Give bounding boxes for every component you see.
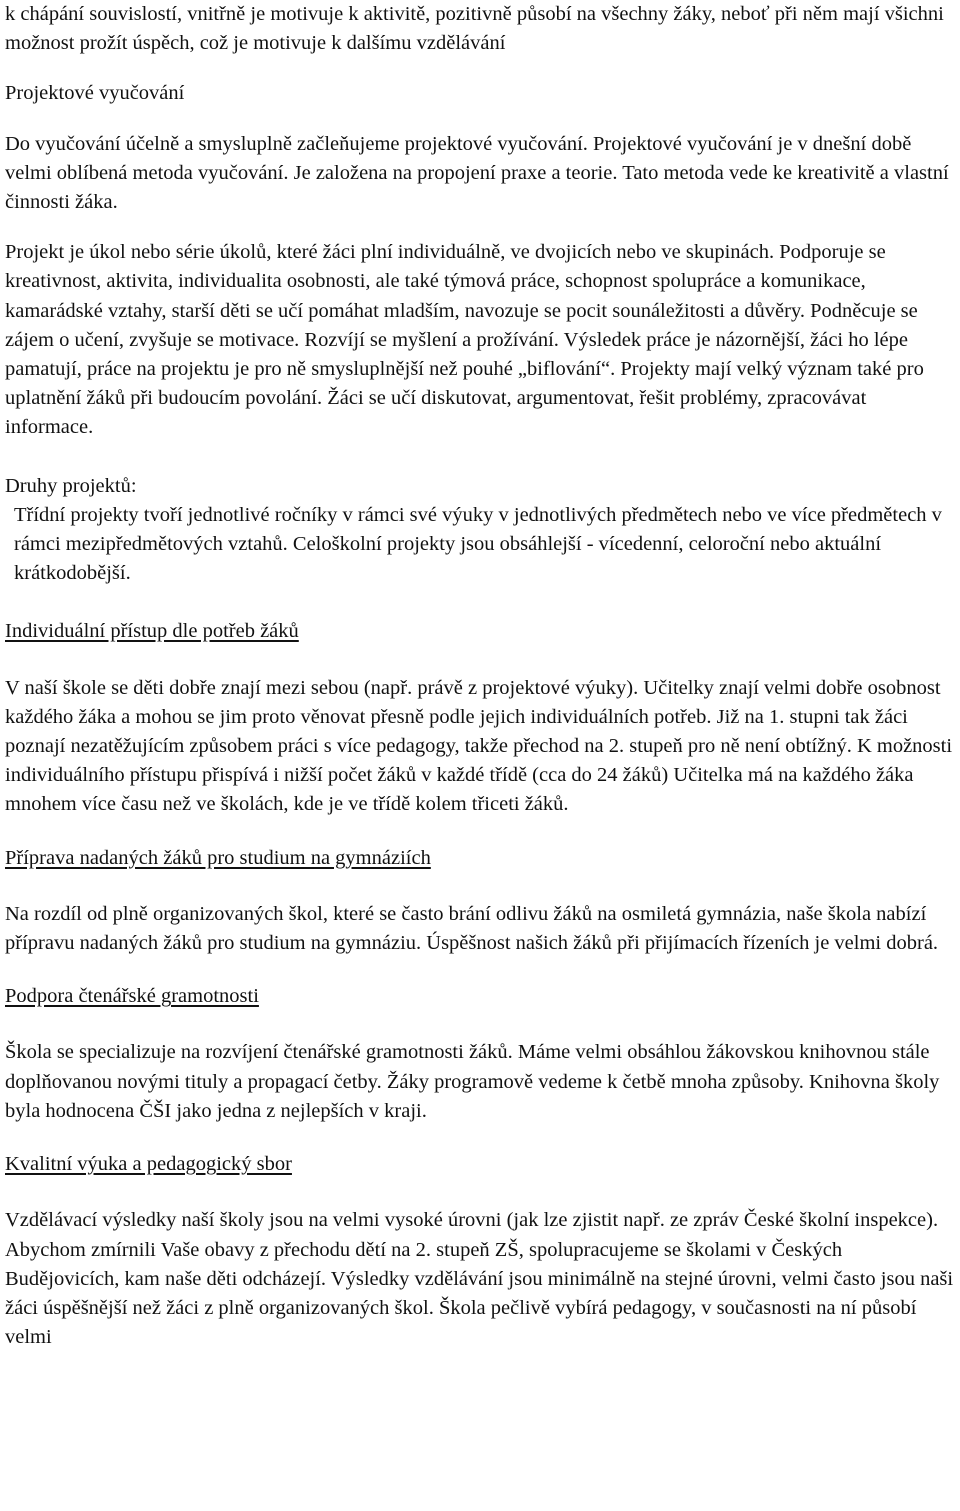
- projektove-paragraph-2: Projekt je úkol nebo série úkolů, které žáci plní individuálně, ve dvojicích nebo ve skupinách. Podporuje se kreativnost, aktivita, individualita osobnosti, ale také týmová práce, schopnost spolupráce a komunikace, kamarádské vztahy, starší děti se učí pomáhat mladším, navozuje se pocit sounáležitosti a důvěry. Podněcuje se zájem o učení, zvyšuje se motivace. Rozvíjí se myšlení a prožívání. Výsledek práce je názornější, žáci ho lépe pamatují, práce na projektu je pro ně smysluplnější než pouhé „biflování“. Projekty mají velký význam také pro uplatnění žáků při budoucím povolání. Žáci se učí diskutovat, argumentovat, řešit problémy, zpracovávat informace.: [5, 241, 924, 439]
- priprava-paragraph: Na rozdíl od plně organizovaných škol, které se často brání odlivu žáků na osmiletá gymnázia, naše škola nabízí přípravu nadaných žáků pro studium na gymnáziu. Úspěšnost našich žáků při přijímacích řízeních je velmi dobrá.: [5, 902, 939, 955]
- heading-individualni-pristup: Individuální přístup dle potřeb žáků: [5, 620, 299, 643]
- heading-druhy-projektu: Druhy projektů:: [5, 474, 137, 497]
- heading-kvalitni-vyuka: Kvalitní výuka a pedagogický sbor: [5, 1153, 292, 1176]
- heading-priprava-nadanych: Příprava nadaných žáků pro studium na gymnáziích: [5, 846, 431, 869]
- heading-projektove-vyucovani: Projektové vyučování: [5, 82, 185, 105]
- individualni-paragraph: V naší škole se děti dobře znají mezi sebou (např. právě z projektové výuky). Učitelky znají velmi dobře osobnost každého žáka a mohou se jim proto věnovat přesně podle jejich individuálních potřeb. Již na 1. stupni tak žáci poznají nezatěžujícím způsobem práci s více pedagogy, takže přechod na 2. stupeň pro ně není obtížný. K možnosti individuálního přístupu přispívá i nižší počet žáků v každé třídě (cca do 24 žáků) Učitelka má na každého žáka mnohem více času než ve školách, kde je ve třídě kolem třiceti žáků.: [5, 676, 953, 816]
- gramotnost-paragraph: Škola se specializuje na rozvíjení čtenářské gramotnosti žáků. Máme velmi obsáhlou žákovskou knihovnou stále doplňovanou novými tituly a propagací četby. Žáky programově vedeme k četbě mnoha způsoby. Knihovna školy byla hodnocena ČŠI jako jedna z nejlepších v kraji.: [5, 1041, 940, 1122]
- heading-podpora-gramotnosti: Podpora čtenářské gramotnosti: [5, 985, 259, 1008]
- intro-paragraph: k chápání souvislostí, vnitřně je motivuje k aktivitě, pozitivně působí na všechny žáky, neboť při něm mají všichni možnost prožít úspěch, což je motivuje k dalšímu vzdělávání: [5, 3, 944, 55]
- kvalitni-paragraph: Vzdělávací výsledky naší školy jsou na velmi vysoké úrovni (jak lze zjistit např. ze zpráv České školní inspekce). Abychom zmírnili Vaše obavy z přechodu dětí na 2. stupeň ZŠ, spolupracujeme se školami v Českých Budějovicích, kam naše děti odcházejí. Výsledky vzdělávání jsou minimálně na stejné úrovni, velmi často jsou naši žáci úspěšnější než žáci z plně organizovaných škol. Škola pečlivě vybírá pedagogy, v současnosti na ní působí velmi: [5, 1209, 954, 1349]
- druhy-projektu-paragraph: Třídní projekty tvoří jednotlivé ročníky v rámci své výuky v jednotlivých předmětech nebo ve více předmětech v rámci mezipředmětových vztahů. Celoškolní projekty jsou obsáhlejší - vícedenní, celoroční nebo aktuální krátkodobější.: [14, 503, 942, 585]
- projektove-paragraph-1: Do vyučování účelně a smysluplně začleňujeme projektové vyučování. Projektové vyučování je v dnešní době velmi oblíbená metoda vyučování. Je založena na propojení praxe a teorie. Tato metoda vede ke kreativitě a vlastní činnosti žáka.: [5, 132, 949, 214]
